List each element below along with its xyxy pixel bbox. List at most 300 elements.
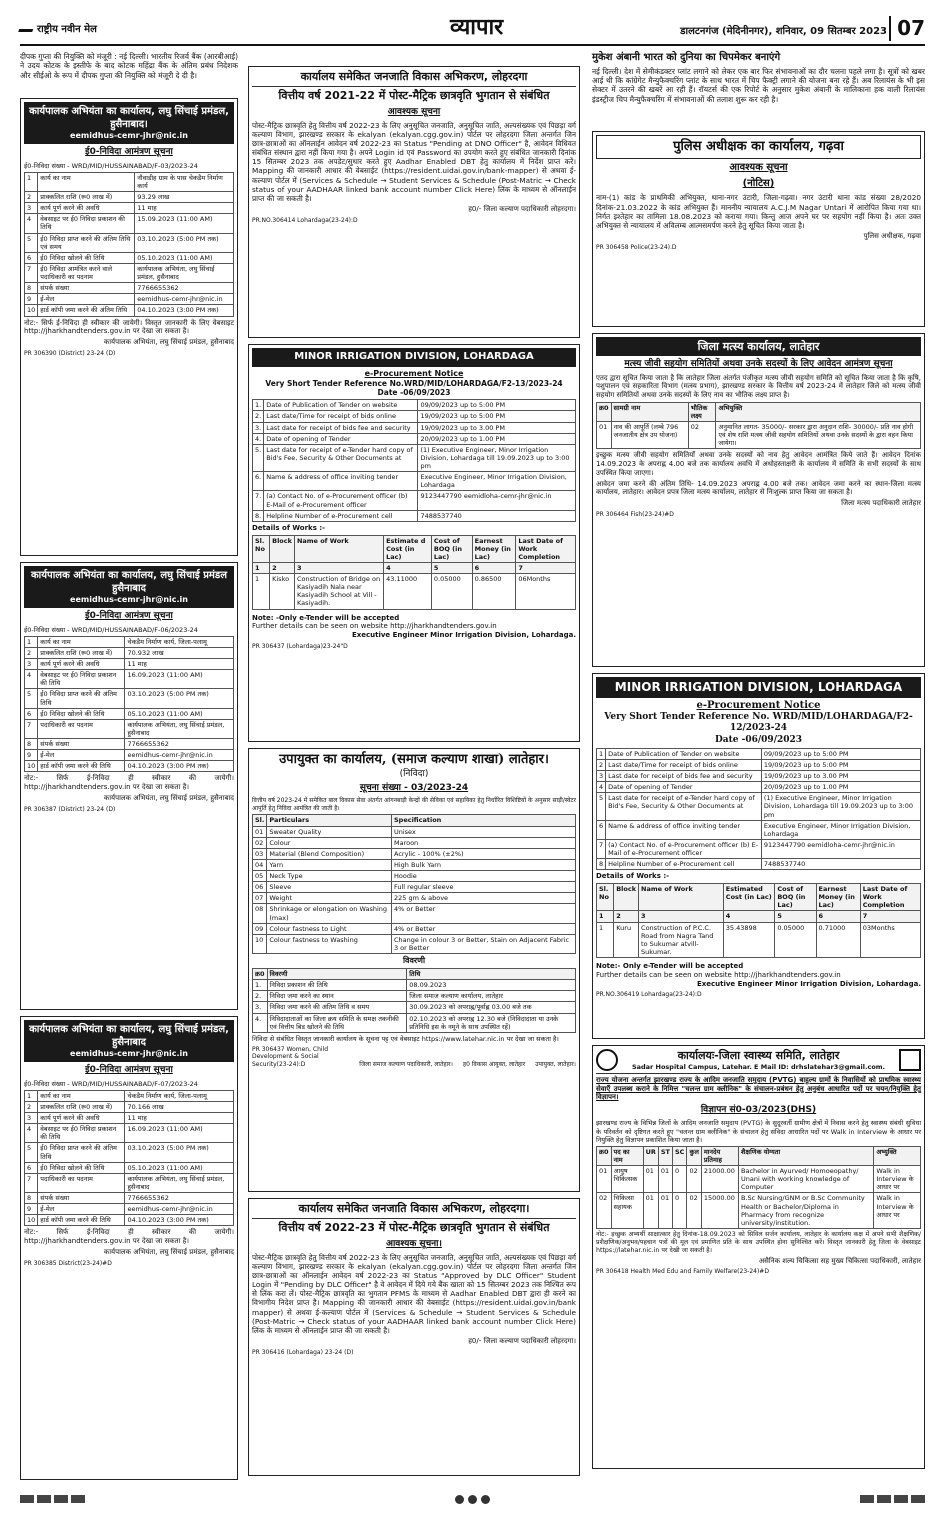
table-cell: 1 <box>253 574 270 610</box>
table-row <box>597 859 921 870</box>
table-cell: 35.43898 <box>723 922 775 958</box>
table-cell: 01 <box>643 1166 658 1193</box>
signature: जिला मत्स्य पदाधिकारी लातेहार <box>841 499 921 508</box>
table-cell: Last date for receipt of e-Tender hard copy of Bid's Fee, Security & Other Documents at <box>606 793 762 820</box>
notice-sub: (निविदा) <box>399 768 429 779</box>
table-row <box>253 923 576 934</box>
table-cell: 4% or Better <box>391 904 575 923</box>
table-cell: कार्य का नाम <box>38 1090 125 1101</box>
table-cell: Name of Work <box>639 884 724 911</box>
emblem-icon <box>596 1049 618 1071</box>
table-cell: 8 <box>597 859 606 870</box>
table-cell: नौवाडीह ग्राम के पास चेकडैम निर्माण कार्य <box>135 172 234 191</box>
notice-footer: नोट:- सिर्फ ई-निविदा ही स्वीकार की जायेगी। http://jharkhandtenders.gov.in पर देखा जा सकता है। <box>24 1228 234 1246</box>
footer-dots <box>455 1495 490 1504</box>
table-cell: Specification <box>391 815 575 826</box>
table-cell: 09 <box>253 923 267 934</box>
table-row <box>253 472 576 491</box>
table-cell: सामग्री नाम <box>611 402 688 421</box>
table-cell: Kisko <box>270 574 295 610</box>
table-cell: Construction of Bridge on Kasiyadih Nala near Kasiyadih School at Vill - Kasiyadih. <box>294 574 383 610</box>
table-cell: संपर्क संख्या <box>38 283 135 294</box>
table-cell: 5 <box>597 793 606 820</box>
table-cell: Sl. <box>253 815 267 826</box>
table-cell: 8. <box>253 510 264 521</box>
table-row <box>253 826 576 837</box>
table-cell: Acrylic - 100% (±2%) <box>391 848 575 859</box>
table-cell: 0 <box>673 1193 687 1229</box>
table-cell: 1. <box>253 400 264 411</box>
notice-body: पोस्ट-मैट्रिक छात्रवृति हेतु वित्तीय वर्ष 2022-23 के लिए अनुसूचित जनजाति, अनुसूचित जाति, अल्पसंख्यक एवं पिछड़ा वर्ग कल्याण विभाग, झारखण्ड सरकार के ekalyan (ekalyan.cgg.gov.in) पोर्टल पर लोहरदगा जिला अन्तर्गत जिन छात्र-छात्राओं का ऑनलाईन आवेदन वर्ष 2022-23 का Status "Approved by DLC Officer" Student Login में "Pending by DLC Officer" है वे आवेदन में दिये गये बैंक खाता को 15 सितम्बर 2023 तक निश्चित रूप से लिंक करा लें। पोस्ट-मैट्रिक छात्रवृति का भुगतान PFMS के माध्यम से Aadhar Enabled DBT द्वारा ही करने का विभागीय निदेश प्राप्त है। Mapping की जानकारी आधार की वेबसाईट (https://resident.uidai.gov.in/bank mapper) से अथवा ई-कल्याण पोर्टल में (Services & Schedule → Student Services & Schedule (Post-Matric → Check status of your AADHAAR linked bank account number Click Here) लिंक के माध्यम से ऑनलाईन प्राप्त की जा सकती है। <box>252 1252 576 1335</box>
pr-number: PR 306418 Health Med Edu and Family Welfare(23-24)#D <box>596 1268 769 1276</box>
table-cell: 6 <box>816 911 860 922</box>
table-cell: अभ्युक्ति <box>874 1146 921 1165</box>
table-cell: 8 <box>25 739 38 750</box>
schedule-table <box>252 968 576 1033</box>
table-cell: 3 <box>639 911 724 922</box>
table-cell: 1. <box>253 980 268 991</box>
table-row <box>25 1124 234 1143</box>
table-cell: Colour fastness to Washing <box>267 934 392 953</box>
notice-title: ई0-निविदा आमंत्रण सूचना <box>85 147 173 158</box>
nhm-logo-icon <box>899 1049 921 1071</box>
table-cell: ई0 निविदा खोलने की तिथि <box>38 708 125 719</box>
masthead-logo: राष्ट्रीय नवीन मेल <box>20 22 97 37</box>
table-cell: निविदा जमा करने की अंतिम तिथि व समय <box>267 1002 407 1013</box>
table-cell: Executive Engineer, Minor Irrigation Division, Lohardaga <box>761 820 920 839</box>
table-cell: Material (Blend Composition) <box>267 848 392 859</box>
table-cell: 6 <box>25 252 38 263</box>
table-cell: 05.10.2023 (11:00 AM) <box>135 252 234 263</box>
pr-number: PR 306390 (District) 23-24 (D) <box>24 349 116 357</box>
page-number: 07 <box>889 16 925 41</box>
table-cell: 70.932 लाख <box>125 647 234 658</box>
table-cell: 5 <box>25 233 38 252</box>
table-cell: 6 <box>472 562 516 573</box>
table-row <box>597 748 921 759</box>
table-cell: Construction of P.C.C. Road from Nagra Tand to Sukumar atvill-Sukumar. <box>639 922 724 958</box>
table-cell: कार्यपालक अभियंता, लघु सिंचाई प्रमंडल, हुसैनाबाद <box>135 263 234 282</box>
table-cell: 5 <box>25 689 38 708</box>
pr-number: PR 306458 Police(23-24).D <box>596 243 677 251</box>
table-cell: (a) Contact No. of e-Procurement officer (b) E-Mail of e-Procurement officer <box>606 839 762 858</box>
works-table <box>252 535 576 610</box>
table-cell: शैक्षणिक योग्यता <box>739 1146 874 1165</box>
works-table <box>596 883 921 958</box>
posts-table <box>596 1146 921 1229</box>
table-cell: 19/09/2023 up to 5:00 PM <box>761 759 920 770</box>
page-footer <box>20 1493 925 1505</box>
table-cell: 9123447790 eemidloha-cemr-jhr@nic.in <box>761 839 920 858</box>
table-row <box>25 708 234 719</box>
office-title: पुलिस अधीक्षक का कार्यालय, गढ़वा <box>596 135 921 160</box>
table-row <box>25 233 234 252</box>
table-cell: 93.29 लाख <box>135 192 234 203</box>
right-column <box>592 52 925 1475</box>
office-header: कार्यपालक अभियंता का कार्यालय, लघु सिंचाई प्रमंडल, हुसैनाबाद eemidhus-cemr-jhr@nic.in <box>24 1020 234 1062</box>
tender-note: Note: -Only e-Tender will be accepted <box>252 613 400 622</box>
table-cell: 10 <box>25 305 38 316</box>
table-cell: 03 <box>253 848 267 859</box>
table-row <box>597 1193 921 1229</box>
tender-notice-f06 <box>20 562 238 1010</box>
table-cell: (1) Executive Engineer, Minor Irrigation Division, Lohardaga till 19.09.2023 up to 3:00 pm <box>418 444 576 471</box>
table-cell: 7 <box>25 263 38 282</box>
table-cell: Date of opening of Tender <box>264 433 418 444</box>
table-row <box>597 771 921 782</box>
table-row <box>25 203 234 214</box>
table-row <box>253 980 576 991</box>
table-cell: 225 gm & above <box>391 893 575 904</box>
tender-schedule-table <box>252 399 576 522</box>
table-row <box>25 252 234 263</box>
table-header-row <box>597 402 921 421</box>
table-row <box>25 294 234 305</box>
table-row <box>253 491 576 510</box>
table-cell: 02 <box>687 1193 701 1229</box>
table-row <box>25 172 234 191</box>
table-cell: 43.11000 <box>384 574 432 610</box>
table-cell: ई-मेल <box>38 294 135 305</box>
table-cell: 9 <box>25 1204 38 1215</box>
table-cell: 9123447790 eemidloha-cemr-jhr@nic.in <box>418 491 576 510</box>
table-cell: 4. <box>253 433 264 444</box>
table-cell: निविदादाताओं का जिला क्रय समिति के समक्ष तकनीकी एवं वित्तीय बिड खोलने की तिथि <box>267 1013 407 1032</box>
tender-note: Note:- Only e-Tender will be accepted <box>596 962 744 970</box>
specification-table <box>252 814 576 954</box>
table-cell: 04.10.2023 (3:00 PM तक) <box>125 761 234 772</box>
minor-irrigation-tender-f2-13 <box>248 344 580 742</box>
table-cell: क्र0 <box>597 402 612 421</box>
table-cell: 6. <box>253 472 264 491</box>
table-cell: eemidhus-cemr-jhr@nic.in <box>135 294 234 305</box>
table-header-row <box>597 1146 921 1165</box>
table-cell: कार्य पूर्ण करने की अवधि <box>38 203 135 214</box>
table-cell: Walk in Interview के आधार पर <box>874 1166 921 1193</box>
notice-sub: आवश्यक सूचना <box>729 162 788 174</box>
signature: कार्यपालक अभियंता, लघु सिंचाई प्रमंडल, हुसैनाबाद <box>103 338 234 347</box>
table-cell: 1 <box>597 911 614 922</box>
table-cell: कार्यपालक अभियंता, लघु सिंचाई प्रमंडल, हुसैनाबाद <box>125 719 234 738</box>
table-cell: Unisex <box>391 826 575 837</box>
table-cell: Last date for receipt of bids fee and security <box>606 771 762 782</box>
table-row <box>253 433 576 444</box>
table-row <box>25 739 234 750</box>
table-cell: 4 <box>597 782 606 793</box>
notice-sub: आवश्यक सूचना। <box>386 1238 442 1249</box>
table-cell: Last date/Time for receipt of bids online <box>606 759 762 770</box>
table-row <box>253 848 576 859</box>
pr-number: PR 306437 (Lohardaga)23-24"D <box>252 642 348 650</box>
office-title: उपायुक्त का कार्यालय, (समाज कल्याण शाखा) लातेहार। <box>279 752 549 767</box>
table-cell: Sl. No <box>253 535 270 562</box>
notice-number: सूचना संख्या - 03/2023-24 <box>359 783 469 794</box>
table-cell: 7766655362 <box>135 283 234 294</box>
office-title: कार्यालयः-जिला स्वास्थ्य समिति, लातेहार <box>677 1048 840 1062</box>
table-cell: कार्य का नाम <box>38 172 135 191</box>
table-cell: Sl. No <box>597 884 614 911</box>
table-cell: चेकडैम निर्माण कार्य, जिला-पलामू <box>125 1090 234 1101</box>
table-row <box>597 1166 921 1193</box>
table-header-row <box>597 884 921 911</box>
table-cell: प्राक्कलित राशि (रू0 लाख में) <box>38 1101 125 1112</box>
table-row <box>253 1002 576 1013</box>
table-cell: Last date for receipt of bids fee and security <box>264 422 418 433</box>
table-cell: Shrinkage or elongation on Washing (max) <box>267 904 392 923</box>
table-cell: संपर्क संख्या <box>38 1193 125 1204</box>
tender-schedule-table <box>596 748 921 871</box>
signature: ह0/- जिला कल्याण पदाधिकारी लोहरदगा। <box>468 1336 576 1345</box>
table-cell: 1 <box>253 562 270 573</box>
office-title: कार्यालय समेकित जनजाति विकास अभिकरण, लोहरदगा <box>300 70 528 83</box>
table-cell: Block <box>270 535 295 562</box>
table-row <box>253 859 576 870</box>
table-row <box>25 719 234 738</box>
social-welfare-tender <box>248 748 580 1192</box>
table-cell: Sleeve <box>267 882 392 893</box>
notice-title: ई0-निविदा आमंत्रण सूचना <box>85 1065 173 1076</box>
table-cell: क्र0 <box>597 1146 612 1165</box>
health-header <box>596 1049 921 1074</box>
notice-sub: मत्स्य जीवी सहयोग समितियों अथवा उनके सदस्यों के लिए आवेदन आमंत्रण सूचना <box>624 359 893 370</box>
notice-title: ई0-निविदा आमंत्रण सूचना <box>85 611 173 622</box>
table-cell: Neck Type <box>267 871 392 882</box>
table-cell: 10 <box>25 1215 38 1226</box>
notice-body: झारखण्ड राज्य के विभिन्न जिलों के आदिम जनजाति समुदाय (PVTG) के सुदूरवर्ती ग्रामीण क्षेत्रों में निवास करने हेतु स्वास्थ्य संबंधी सुविधा के परिवर्तन को दृष्टिगत करते हुए "चलन्त ग्राम क्लीनिक" के संचालन हेतु संविदा आधारित पदों पर Walk in Interview के आधार पर नियुक्ति हेतु विज्ञापन प्रकाशित किया जाता है। <box>596 1119 921 1144</box>
tender-date: Date -06/09/2023 <box>714 734 803 745</box>
table-cell: प्राक्कलित राशि (रू0 लाख में) <box>38 192 135 203</box>
table-cell: 4 <box>25 670 38 689</box>
table-cell: 20/09/2023 up to 1.00 PM <box>761 782 920 793</box>
notice-dates: आवेदन जमा करने की अंतिम तिथि- 14.09.2023 अपराह्न 4.00 बजे तक। आवेदन जमा करने का स्थान-जिला मत्स्य कार्यालय, लातेहार। आवेदन प्रपत्र जिला मत्स्य कार्यालय, लातेहार से निःशुल्क प्राप्त किया जा सकता है। <box>596 479 921 497</box>
table-cell: वेबसाइट पर ई0 निविदा प्रकाशन की तिथि <box>38 1124 125 1143</box>
table-cell: Date of opening of Tender <box>606 782 762 793</box>
table-row <box>25 1215 234 1226</box>
table-row <box>253 444 576 471</box>
dateline: डालटनगंज (मेदिनीनगर), शनिवार, 09 सितम्बर 2023 <box>680 26 887 37</box>
table-cell: 3. <box>253 422 264 433</box>
table-cell: Helpline Number of e-Procurement cell <box>606 859 762 870</box>
table-cell: Walk in Interview के आधार पर <box>874 1193 921 1229</box>
table-cell: 2 <box>25 647 38 658</box>
table-cell: निविदा प्रकाशन की तिथि <box>267 980 407 991</box>
table-cell: Date of Publication of Tender on website <box>606 748 762 759</box>
table-cell: 02 <box>597 1193 612 1229</box>
table-cell: प्राक्कलित राशि (रू0 लाख में) <box>38 647 125 658</box>
scholarship-notice-2021 <box>248 66 580 338</box>
table-cell: 5 <box>431 562 472 573</box>
table-cell: 7 <box>516 562 576 573</box>
notice-note: नोट:- इच्छुक अभ्यर्थी साक्षात्कार हेतु दिनांक-18.09.2023 को सिविल सर्जन कार्यालय, लातेहार के कार्यालय कक्ष में अपने सभी शैक्षणिक/प्रशैक्षणिक/अनुभव/पहचान पत्रों की मूल एवं प्रमाणित प्रति के साथ उपस्थित होना सुनिश्चित करें। विस्तृत जानकारी हेतु जिला के वेबसाइट https://latehar.nic.in पर देखी जा सकती है। <box>596 1230 921 1254</box>
table-cell: SC <box>673 1146 687 1165</box>
table-cell: 19/09/2023 up to 3.00 PM <box>761 771 920 782</box>
table-cell: 03.10.2023 (5:00 PM तक) <box>125 689 234 708</box>
table-cell: 0 <box>673 1166 687 1193</box>
table-row <box>253 510 576 521</box>
table-cell: B.Sc Nursing/GNM or B.Sc Community Health or Bachelor/Diploma in Pharmacy from recognize university/institution. <box>739 1193 874 1229</box>
police-notice <box>592 131 925 327</box>
table-cell: 7488537740 <box>418 510 576 521</box>
table-cell: 2 <box>597 759 606 770</box>
table-header-row <box>253 815 576 826</box>
table-cell: 10 <box>25 761 38 772</box>
table-cell: 4 <box>384 562 432 573</box>
signature: कार्यपालक अभियंता, लघु सिंचाई प्रमंडल, हुसैनाबाद <box>103 1247 234 1256</box>
table-cell: 7 <box>25 1173 38 1192</box>
tender-reference: Very Short Tender Reference No. WRD/MID/LOHARDAGA/F2-12/2023-24 <box>604 712 913 734</box>
left-column <box>20 52 238 1486</box>
table-cell: 3 <box>597 771 606 782</box>
table-header-row <box>253 562 576 573</box>
office-title: कार्यालय समेकित जनजाति विकास अभिकरण, लोहरदगा। <box>298 1202 530 1215</box>
pr-number: PR 306385 District(23-24)#D <box>24 1259 112 1267</box>
table-cell: ई0 निविदा आमंत्रित करने वाले पदाधिकारी का पदनाम <box>38 263 135 282</box>
table-cell: जिला समाज कल्याण कार्यालय, लातेहार <box>407 991 576 1002</box>
notice-footer: नोट:- सिर्फ ई-निविदा ही स्वीकार की जायेगी। http://jharkhandtenders.gov.in पर देखा जा सकता है। <box>24 774 234 792</box>
table-cell: 05.10.2023 (11:00 AM) <box>125 708 234 719</box>
table-cell: 1 <box>597 922 614 958</box>
table-row <box>25 214 234 233</box>
table-cell: 1 <box>25 172 38 191</box>
table-cell: 15.09.2023 (11:00 AM) <box>135 214 234 233</box>
table-cell: 5 <box>775 911 816 922</box>
table-cell: Estimated Cost (in Lac) <box>723 884 775 911</box>
table-cell: 01 <box>597 422 612 449</box>
table-cell: Last date/Time for receipt of bids online <box>264 411 418 422</box>
table-cell: 11 माह <box>125 659 234 670</box>
table-cell: 1 <box>25 1090 38 1101</box>
footer-bar-left <box>20 1495 85 1503</box>
pr-number: PR.NO.306419 Lohardaga(23-24):D <box>596 991 702 999</box>
table-cell: ई-मेल <box>38 750 125 761</box>
table-cell: Name & address of office inviting tender <box>264 472 418 491</box>
table-row <box>25 689 234 708</box>
table-cell: Earnest Money (in Lac) <box>472 535 516 562</box>
table-cell: 1 <box>597 748 606 759</box>
table-row <box>25 1162 234 1173</box>
notice-body: वित्तीय वर्ष 2023-24 में समेकित बाल विकास सेवा अंतर्गत आंगनबाड़ी केन्द्रों की सेविका एवं सहायिका हेतु निर्धारित विशिष्टियों के अनुसार साड़ी/स्वेटर आपूर्ति हेतु निविदा आमंत्रित की जाती है। <box>252 797 576 812</box>
table-cell: Kuru <box>614 922 639 958</box>
table-cell: 0.86500 <box>472 574 516 610</box>
further-details: Further details can be seen on website http://jharkhandtenders.gov.in <box>596 970 841 979</box>
table-cell: 7 <box>860 911 920 922</box>
table-cell: 6 <box>25 708 38 719</box>
table-row <box>253 411 576 422</box>
table-row <box>25 1173 234 1192</box>
pr-number: PR 306387 (District) 23-24 (D) <box>24 805 116 813</box>
table-cell: 2 <box>270 562 295 573</box>
masthead <box>20 14 925 46</box>
table-row <box>25 1204 234 1215</box>
table-cell: Particulars <box>267 815 392 826</box>
table-cell: Hoodie <box>391 871 575 882</box>
table-row <box>25 1193 234 1204</box>
table-row <box>25 263 234 282</box>
table-cell: निविदा जमा करने का स्थान <box>267 991 407 1002</box>
table-cell: कार्य का नाम <box>38 636 125 647</box>
tender-table <box>24 636 234 773</box>
advert-number: विज्ञापन सं0-03/2023(DHS) <box>700 1105 817 1116</box>
table-row <box>25 1113 234 1124</box>
table-cell: Colour <box>267 837 392 848</box>
table-cell: Change in colour 3 or Better, Stain on Adjacent Fabric 3 or Better <box>391 934 575 953</box>
table-cell: पदाधिकारी का पदनाम <box>38 1173 125 1192</box>
table-cell: Cost of BOQ (in Lac) <box>775 884 816 911</box>
table-cell: (1) Executive Engineer, Minor Irrigation Division, Lohardaga till 19.09.2023 up to 3:00 pm <box>761 793 920 820</box>
table-cell: 03.10.2023 (5:00 PM तक) <box>125 1143 234 1162</box>
table-cell: 08.09.2023 <box>407 980 576 991</box>
signature: ह0/- जिला कल्याण पदाधिकारी लोहरदगा। <box>468 204 576 213</box>
table-row <box>253 991 576 1002</box>
bird-logo-icon <box>18 22 36 32</box>
pr-number: PR.NO.306414 Lohardaga(23-24):D <box>252 216 358 224</box>
table-cell: 20/09/2023 up to 1.00 PM <box>418 433 576 444</box>
office-header: कार्यपालक अभियंता का कार्यालय, लघु सिंचाई प्रमंडल हुसैनाबाद eemidhus-cemr-jhr@nic.in <box>24 566 234 608</box>
table-cell: 01 <box>597 1166 612 1193</box>
table-cell: पदाधिकारी का पदनाम <box>38 719 125 738</box>
table-cell: 11 माह <box>135 203 234 214</box>
table-row <box>253 422 576 433</box>
tender-reference: Very Short Tender Reference No.WRD/MID/LOHARDAGA/F2-13/2023-24 <box>265 378 563 388</box>
notice-body: पोस्ट-मैट्रिक छात्रवृति हेतु वित्तीय वर्ष 2022-23 के लिए अनुसूचित जनजाति, अनुसूचित जाति, अल्पसंख्यक एवं पिछड़ा वर्ग कल्याण विभाग, झारखण्ड सरकार के ekalyan (ekalyan.cgg.gov.in) पोर्टल पर लोहरदगा जिला अन्तर्गत जिन छात्र-छात्राओं का ऑनलाईन आवेदन वर्ष 2022-23 का Status "Pending at DNO Officer" है, आवेदन विधिवत संबंधित संस्थान द्वारा नहीं किया गया है। अपने Login id एवं Password का उपयोग करते हुए संबंधित जानकारी दिनांक 15 सितम्बर 2023 तक अपडेट/सुधार करते हुए Aadhar Enabled DBT हेतु कार्यालय में निर्देश प्राप्त करें। Mapping की जानकारी आधार की वेबसाईट (https://resident.uidai.gov.in/bank-mapper) से अथवा ई-कल्याण पोर्टल में (Services & Schedule → Student Services & Schedule (Post-Matric → Check status of your AADHAAR linked bank account number Click Here) लिंक के माध्यम से ऑनलाईन प्राप्त की जा सकती है। <box>252 120 576 203</box>
table-cell: 3 <box>294 562 383 573</box>
table-cell: 30.09.2023 को अपराह्न/पूर्वाह्न 03.00 बजे तक <box>407 1002 576 1013</box>
table-cell: Date of Publication of Tender on website <box>264 400 418 411</box>
table-cell: 0.05000 <box>775 922 816 958</box>
table-row <box>25 636 234 647</box>
table-cell: 4 <box>25 1124 38 1143</box>
signature-row: PR 306437 Women, Child Development & Social Security(23-24):D जिला समाज कल्याण पदाधिकारी, लातेहार। ह0 विकास आयुक्त, लातेहार उपायुक्त, लातेहार। <box>252 1045 576 1068</box>
table-cell: 5 <box>25 1143 38 1162</box>
table-cell: ST <box>658 1146 672 1165</box>
table-cell: 03Months <box>860 922 920 958</box>
notice-ref: ई0-निविदा संख्या - WRD/MID/HUSSAINABAD/F-07/2023-24 <box>24 1079 198 1088</box>
table-cell: कार्य पूर्ण करने की अवधि <box>38 659 125 670</box>
eproc-notice: e-Procurement Notice <box>364 368 464 378</box>
table-cell: 0.71000 <box>816 922 860 958</box>
works-label: Details of Works :- <box>252 523 326 532</box>
table-cell: 7766655362 <box>125 1193 234 1204</box>
table-row <box>25 647 234 658</box>
table-cell: 3. <box>253 1002 268 1013</box>
table-row <box>25 1143 234 1162</box>
table-cell: 5. <box>253 444 264 471</box>
table-cell: 05.10.2023 (11:00 AM) <box>125 1162 234 1173</box>
table-cell: 8 <box>25 1193 38 1204</box>
table-row <box>597 793 921 820</box>
table-cell: Block <box>614 884 639 911</box>
eproc-notice: e-Procurement Notice <box>696 699 821 711</box>
table-cell: ई0 निविदा खोलने की तिथि <box>38 252 135 263</box>
table-row <box>253 904 576 923</box>
table-cell: 03.10.2023 (5:00 PM तक) <box>135 233 234 252</box>
notice-footer: निविदा से संबंधित विस्तृत जानकारी कार्यालय के सूचना पट्ट एवं वेबसाइट https://www.latehar.nic.in पर देखा जा सकता है। <box>252 1034 559 1043</box>
office-title: जिला मत्स्य कार्यालय, लातेहार <box>596 337 921 357</box>
table-cell: 7 <box>597 839 606 858</box>
division-header: MINOR IRRIGATION DIVISION, LOHARDAGA <box>596 677 921 698</box>
table-cell: 6 <box>25 1162 38 1173</box>
table-cell: Colour fastness to Light <box>267 923 392 934</box>
minor-irrigation-tender-f2-12 <box>592 673 925 1039</box>
table-cell: 4. <box>253 1013 268 1032</box>
table-row <box>253 837 576 848</box>
table-cell: 2 <box>25 192 38 203</box>
tender-notice-f03 <box>20 98 238 556</box>
table-cell: विवरणी <box>267 969 407 980</box>
table-cell: 09/09/2023 up to 5:00 PM <box>761 748 920 759</box>
table-row <box>25 1101 234 1112</box>
table-cell: 06 <box>253 882 267 893</box>
